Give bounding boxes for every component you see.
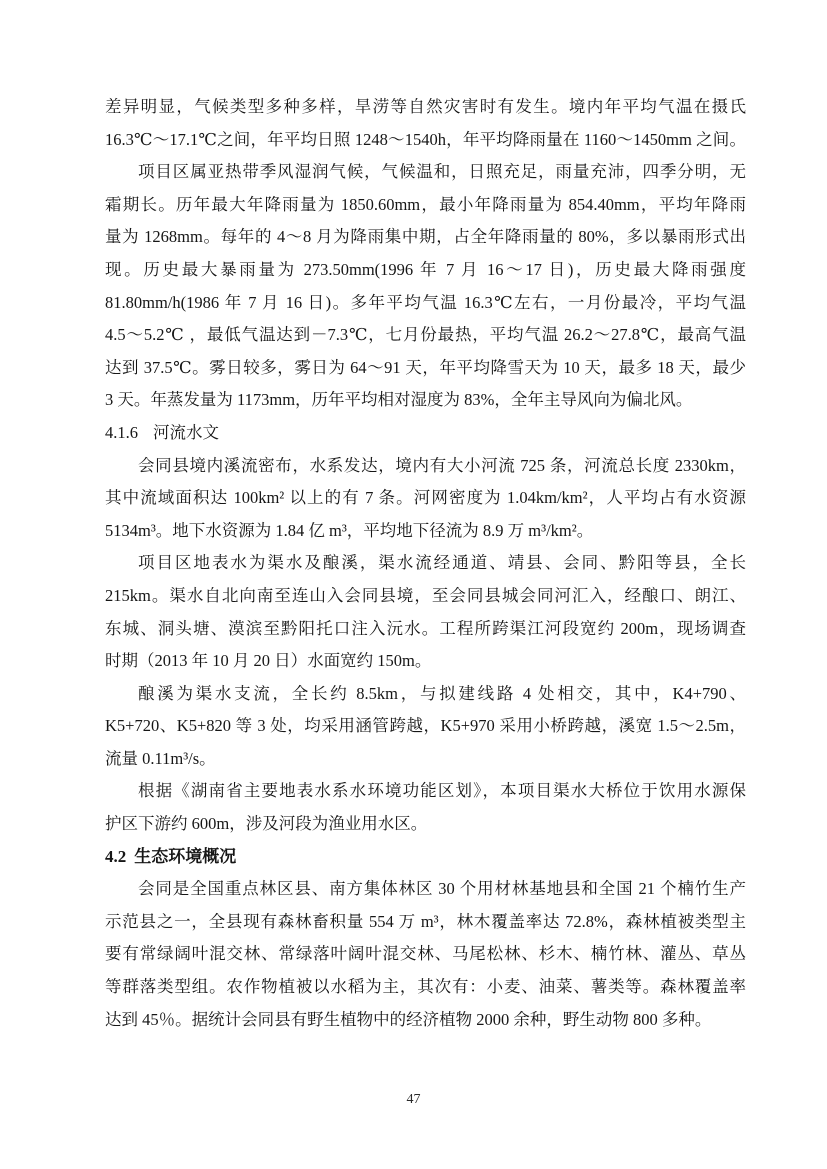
body-line: 等群落类型组。农作物植被以水稻为主，其次有：小麦、油菜、薯类等。森林覆盖率	[105, 977, 746, 997]
body-line: 护区下游约 600m，涉及河段为渔业用水区。	[105, 814, 428, 834]
page-number: 47	[406, 1092, 421, 1107]
heading-title: 生态环境概况	[134, 846, 237, 866]
body-line: 4.5～5.2℃ ，最低气温达到－7.3℃，七月份最热，平均气温 26.2～27.8℃，最高气温	[105, 325, 746, 345]
section-heading-4-2	[105, 841, 746, 874]
body-line: 81.80mm/h(1986 年 7 月 16 日)。多年平均气温 16.3℃左右，一月份最冷，平均气温	[105, 292, 746, 312]
body-line: 要有常绿阔叶混交林、常绿落叶阔叶混交林、马尾松林、杉木、楠竹林、灌丛、草丛	[105, 944, 746, 964]
body-line: 达到 37.5℃。雾日较多，雾日为 64～91 天，年平均降雪天为 10 天，最多 18 天，最少	[105, 357, 746, 377]
body-line: 霜期长。历年最大年降雨量为 1850.60mm，最小年降雨量为 854.40mm，平均年降雨	[105, 194, 746, 214]
body-line: 流量 0.11m³/s。	[105, 748, 216, 768]
body-line: 差异明显，气候类型多种多样，旱涝等自然灾害时有发生。境内年平均气温在摄氏	[105, 97, 746, 116]
body-line: 5134m³。地下水资源为 1.84 亿 m³，平均地下径流为 8.9 万 m³/km²。	[105, 520, 594, 540]
body-line: 现。历史最大暴雨量为 273.50mm(1996 年 7 月 16～17 日)，历史最大降雨强度	[105, 259, 746, 279]
heading-number: 4.2	[105, 846, 127, 866]
body-line: 项目区属亚热带季风湿润气候，气候温和，日照充足，雨量充沛，四季分明，无	[138, 162, 746, 182]
section-heading-4-1-6	[105, 417, 746, 450]
body-line: 时期（2013 年 10 月 20 日）水面宽约 150m。	[105, 651, 432, 671]
body-line: 3 天。年蒸发量为 1173mm，历年平均相对湿度为 83%，全年主导风向为偏北风。	[105, 390, 693, 410]
body-line: 项目区地表水为渠水及酿溪，渠水流经通道、靖县、会同、黔阳等县，全长	[138, 553, 746, 573]
body-line: 会同县境内溪流密布，水系发达，境内有大小河流 725 条，河流总长度 2330km，	[138, 455, 746, 475]
body-line: 会同是全国重点林区县、南方集体林区 30 个用材林基地县和全国 21 个楠竹生产	[138, 879, 746, 899]
text-column	[105, 91, 746, 1036]
heading-title: 河流水文	[153, 422, 219, 442]
body-line: 215km。渠水自北向南至连山入会同县境，至会同县城会同河汇入，经酿口、朗江、	[105, 585, 746, 605]
heading-number: 4.1.6	[105, 422, 138, 442]
body-line: 东城、洞头塘、漠滨至黔阳托口注入沅水。工程所跨渠江河段宽约 200m，现场调查	[105, 618, 746, 638]
body-line: 达到 45％。据统计会同县有野生植物中的经济植物 2000 余种，野生动物 800 多种。	[105, 1009, 712, 1029]
body-line: 量为 1268mm。每年的 4～8 月为降雨集中期，占全年降雨量的 80%，多以暴雨形式出	[105, 227, 746, 247]
body-line: 16.3℃～17.1℃之间，年平均日照 1248～1540h，年平均降雨量在 1160～1450mm 之间。	[105, 129, 746, 149]
body-line: 其中流域面积达 100km² 以上的有 7 条。河网密度为 1.04km/km²，人平均占有水资源	[105, 488, 746, 508]
body-line: 根据《湖南省主要地表水系水环境功能区划》，本项目渠水大桥位于饮用水源保	[138, 781, 746, 801]
body-line: K5+720、K5+820 等 3 处，均采用涵管跨越，K5+970 采用小桥跨越，溪宽 1.5～2.5m，	[105, 716, 746, 736]
body-line: 酿溪为渠水支流，全长约 8.5km，与拟建线路 4 处相交，其中，K4+790、	[138, 683, 746, 703]
body-line: 示范县之一，全县现有森林畜积量 554 万 m³，林木覆盖率达 72.8%，森林植被类型主	[105, 911, 746, 931]
